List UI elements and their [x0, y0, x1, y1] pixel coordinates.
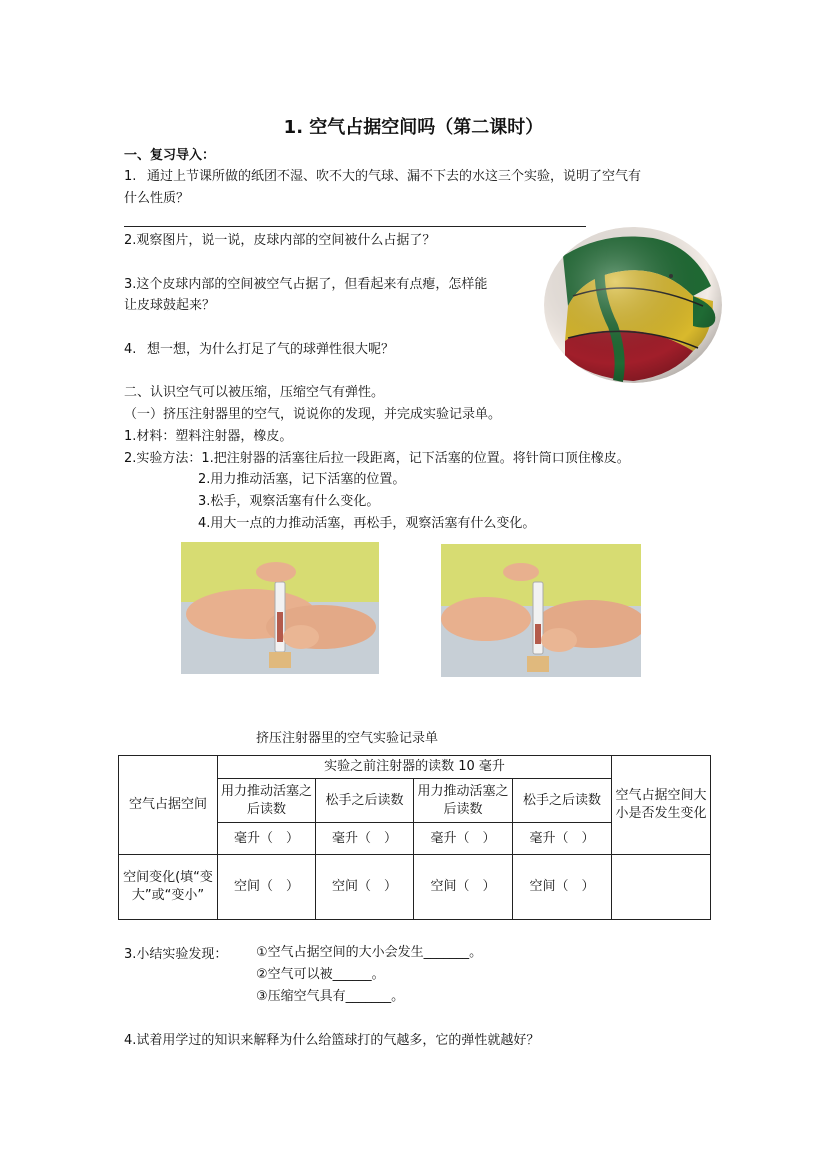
materials-text: 1.材料：塑料注射器，橡皮。	[124, 429, 293, 444]
space-cell[interactable]: 空间（ ）	[414, 855, 513, 920]
section1-heading: 一、复习导入：	[124, 148, 216, 163]
row-header-space: 空气占据空间	[119, 756, 218, 855]
method-step-4: 4.用大一点的力推动活塞，再松手，观察活塞有什么变化。	[198, 516, 536, 531]
col-header-push-1: 用力推动活塞之后读数	[218, 779, 316, 823]
method-step-2: 2.用力推动活塞，记下活塞的位置。	[198, 472, 406, 487]
q1-text-line2: 什么性质？	[124, 191, 190, 206]
col-header-release-2: 松手之后读数	[513, 779, 612, 823]
q4-text: 想一想，为什么打足了气的球弹性很大呢？	[147, 342, 395, 357]
q3-text-line2: 让皮球鼓起来？	[124, 298, 216, 313]
answer-line	[124, 226, 586, 227]
q2-text: 2.观察图片，说一说，皮球内部的空间被什么占据了？	[124, 233, 436, 248]
section2-subheading: （一）挤压注射器里的空气，说说你的发现，并完成实验记录单。	[124, 407, 502, 422]
summary-item-1: ①空气占据空间的大小会发生_______。	[256, 945, 483, 960]
reading-cell[interactable]: 毫升（ ）	[316, 823, 414, 855]
initial-reading-header: 实验之前注射器的读数 10 毫升	[218, 756, 612, 779]
change-answer-cell[interactable]	[612, 855, 711, 920]
final-question: 4.试着用学过的知识来解释为什么给篮球打的气越多，它的弹性就越好？	[124, 1033, 540, 1048]
space-cell[interactable]: 空间（ ）	[513, 855, 612, 920]
reading-cell[interactable]: 毫升（ ）	[513, 823, 612, 855]
row-header-space-change: 空间变化(填“变大”或“变小”	[119, 855, 218, 920]
q4-number: 4.	[124, 342, 137, 357]
col-header-push-2: 用力推动活塞之后读数	[414, 779, 513, 823]
col-header-release-1: 松手之后读数	[316, 779, 414, 823]
deflated-ball-image	[543, 226, 723, 384]
space-cell[interactable]: 空间（ ）	[316, 855, 414, 920]
method-step-3: 3.松手，观察活塞有什么变化。	[198, 494, 380, 509]
page-title: 1. 空气占据空间吗（第二课时）	[283, 117, 544, 138]
space-cell[interactable]: 空间（ ）	[218, 855, 316, 920]
syringe-photo-1	[181, 542, 379, 674]
reading-cell[interactable]: 毫升（ ）	[218, 823, 316, 855]
change-header: 空气占据空间大小是否发生变化	[612, 756, 711, 855]
q1-number: 1.	[124, 169, 137, 184]
q1-text-line1: 通过上节课所做的纸团不湿、吹不大的气球、漏不下去的水这三个实验，说明了空气有	[147, 169, 642, 184]
summary-item-2: ②空气可以被______。	[256, 967, 385, 982]
summary-item-3: ③压缩空气具有_______。	[256, 989, 405, 1004]
table-caption: 挤压注射器里的空气实验记录单	[256, 731, 439, 746]
method-intro: 2.实验方法：1.把注射器的活塞往后拉一段距离，记下活塞的位置。将针筒口顶住橡皮。	[124, 451, 630, 466]
section2-heading: 二、认识空气可以被压缩，压缩空气有弹性。	[124, 385, 385, 400]
summary-label: 3.小结实验发现：	[124, 947, 228, 962]
reading-cell[interactable]: 毫升（ ）	[414, 823, 513, 855]
experiment-record-table	[118, 755, 711, 920]
q3-text-line1: 3.这个皮球内部的空间被空气占据了，但看起来有点瘪，怎样能	[124, 277, 488, 292]
syringe-photo-2	[441, 544, 641, 677]
